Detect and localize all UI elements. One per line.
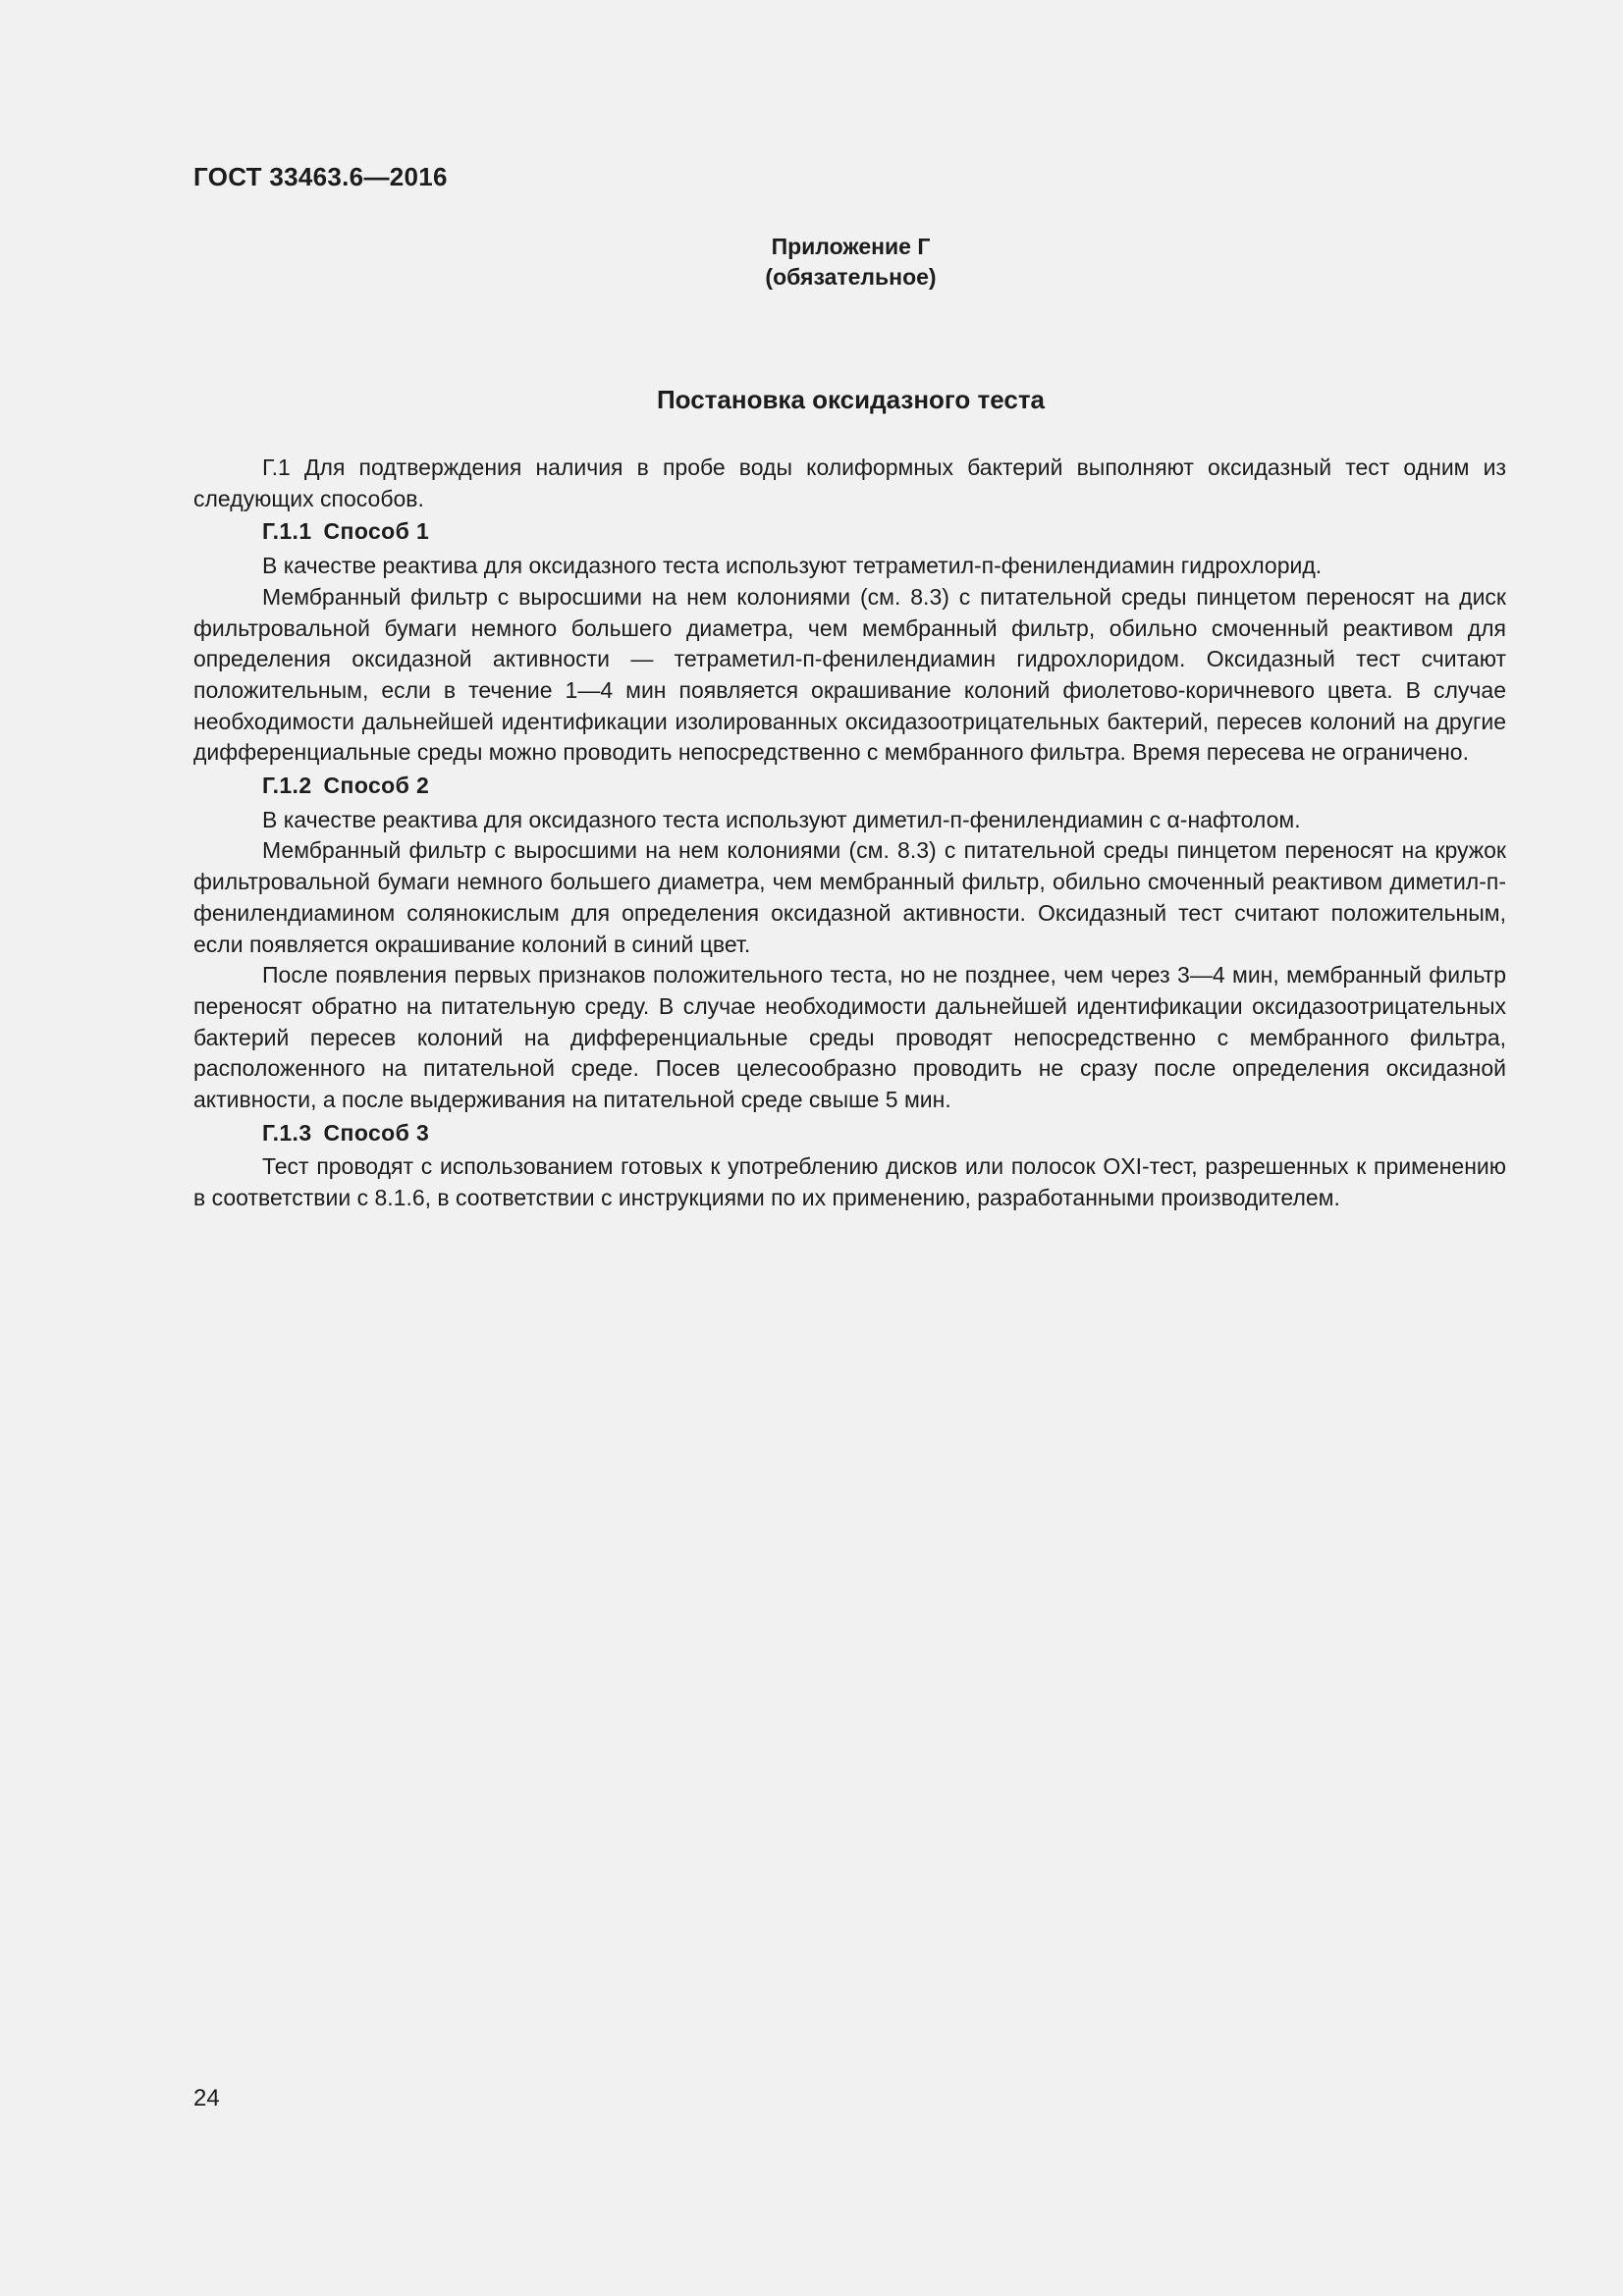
method-3-heading — [193, 1118, 1506, 1149]
method-2-title: Способ 2 — [323, 773, 430, 799]
method-2-paragraph-1: В качестве реактива для оксидазного теста используют диметил-п-фенилендиамин с α-нафтолом. — [262, 806, 1301, 832]
annex-heading — [0, 232, 1623, 293]
method-3-paragraph-1: Тест проводят с использованием готовых к употреблению дисков или полосок OXI-тест, разрешенных к применению в соответствии с 8.1.6, в соответствии с инструкциями по их применению, разработанными производителем. — [193, 1153, 1506, 1211]
method-3-number: Г.1.3 — [262, 1119, 312, 1146]
method-1-number: Г.1.1 — [262, 518, 312, 545]
annex-body — [193, 453, 1506, 1214]
annex-title: Приложение Г — [771, 234, 931, 259]
page-number: 24 — [193, 2085, 220, 2111]
intro-paragraph: Г.1 Для подтверждения наличия в пробе воды колиформных бактерий выполняют оксидазный тест одним из следующих способов. — [193, 454, 1506, 511]
method-2-heading — [193, 771, 1506, 802]
method-1-title: Способ 1 — [323, 518, 430, 545]
section-title: Постановка оксидазного теста — [656, 385, 1046, 414]
annex-status: (обязательное) — [765, 264, 937, 290]
method-1-paragraph-1: В качестве реактива для оксидазного теста используют тетраметил-п-фенилендиамин гидрохлорид. — [262, 553, 1323, 579]
method-2-paragraph-2: Мембранный фильтр с выросшими на нем колониями (см. 8.3) с питательной среды пинцетом переносят на кружок фильтровальной бумаги немного большего диаметра, чем мембранный фильтр, обильно смоченный реактивом диметил-п-фенилендиамином солянокислым для определения оксидазной активности. Оксидазный тест считают положительным, если появляется окрашивание колоний в синий цвет. — [193, 837, 1506, 957]
method-2-number: Г.1.2 — [262, 773, 312, 799]
method-2-paragraph-3: После появления первых признаков положительного теста, но не позднее, чем через 3—4 мин, мембранный фильтр переносят обратно на питательную среду. В случае необходимости дальнейшей идентификации оксидазоотрицательных бактерий пересев колоний на дифференциальные среды проводят непосредственно с мембранного фильтра, расположенного на питательной среде. Посев целесообразно проводить не сразу после определения оксидазной активности, а после выдерживания на питательной среде свыше 5 мин. — [193, 962, 1506, 1113]
method-1-heading — [193, 516, 1506, 548]
document-id: ГОСТ 33463.6—2016 — [193, 162, 448, 191]
method-1-paragraph-2: Мембранный фильтр с выросшими на нем колониями (см. 8.3) с питательной среды пинцетом переносят на диск фильтровальной бумаги немного большего диаметра, чем мембранный фильтр, обильно смоченный реактивом для определения оксидазной активности — тетраметил-п-фенилендиамин гидрохлоридом. Оксидазный тест считают положительным, если в течение 1—4 мин появляется окрашивание колоний фиолетово-коричневого цвета. В случае необходимости дальнейшей идентификации изолированных оксидазоотрицательных бактерий, пересев колоний на другие дифференциальные среды можно проводить непосредственно с мембранного фильтра. Время пересева не ограничено. — [193, 583, 1506, 766]
method-3-title: Способ 3 — [323, 1119, 430, 1146]
